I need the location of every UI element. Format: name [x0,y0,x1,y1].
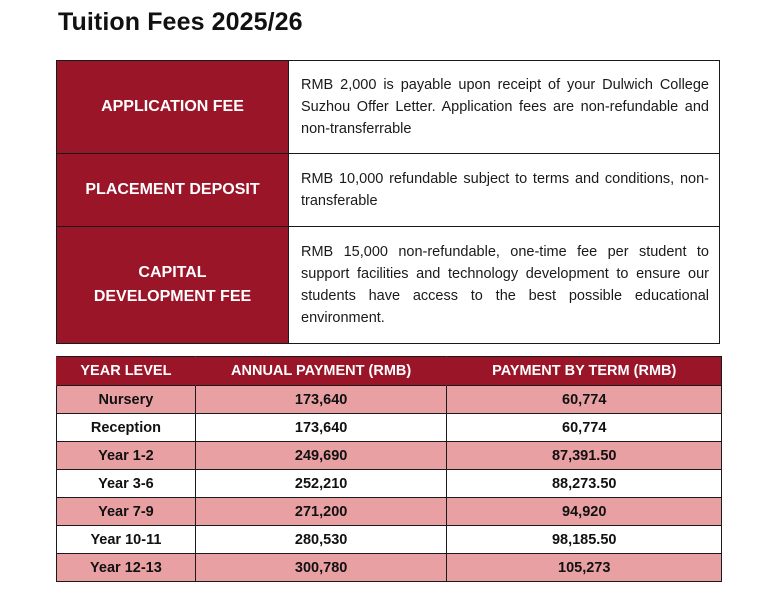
column-header-payment-by-term: PAYMENT BY TERM (RMB) [447,357,722,386]
tuition-table [56,356,722,582]
annual-payment-cell: 173,640 [195,386,447,414]
column-header-annual-payment: ANNUAL PAYMENT (RMB) [195,357,447,386]
year-level-cell: Year 12-13 [57,554,196,582]
fee-label: APPLICATION FEE [101,98,244,115]
table-row [57,554,722,582]
annual-payment-cell: 300,780 [195,554,447,582]
fee-row-placement [57,154,720,227]
year-level-cell: Nursery [57,386,196,414]
annual-payment-cell: 252,210 [195,470,447,498]
annual-payment-cell: 271,200 [195,498,447,526]
year-level-cell: Year 3-6 [57,470,196,498]
fee-row-application [57,61,720,154]
term-payment-cell: 105,273 [447,554,722,582]
year-level-cell: Year 10-11 [57,526,196,554]
table-row [57,442,722,470]
term-payment-cell: 60,774 [447,386,722,414]
term-payment-cell: 87,391.50 [447,442,722,470]
fee-description: RMB 10,000 refundable subject to terms and conditions, non-transferable [289,154,720,227]
term-payment-cell: 60,774 [447,414,722,442]
table-row [57,498,722,526]
fee-description: RMB 15,000 non-refundable, one-time fee per student to support facilities and technology development to ensure our students have access to the best possible educational environment. [289,227,720,344]
page-title: Tuition Fees 2025/26 [58,8,303,36]
fee-row-capital [57,227,720,344]
table-row [57,526,722,554]
annual-payment-cell: 280,530 [195,526,447,554]
fee-label: CAPITAL DEVELOPMENT FEE [93,264,252,305]
year-level-cell: Year 7-9 [57,498,196,526]
fees-table [56,60,720,344]
table-header-row [57,357,722,386]
year-level-cell: Reception [57,414,196,442]
fee-label-cell [57,61,289,154]
term-payment-cell: 88,273.50 [447,470,722,498]
term-payment-cell: 94,920 [447,498,722,526]
fee-label: PLACEMENT DEPOSIT [85,181,260,198]
fee-label-cell [57,154,289,227]
annual-payment-cell: 173,640 [195,414,447,442]
term-payment-cell: 98,185.50 [447,526,722,554]
table-row [57,386,722,414]
fee-description: RMB 2,000 is payable upon receipt of your Dulwich College Suzhou Offer Letter. Application fees are non-refundable and non-transferrable [289,61,720,154]
annual-payment-cell: 249,690 [195,442,447,470]
year-level-cell: Year 1-2 [57,442,196,470]
table-row [57,414,722,442]
table-row [57,470,722,498]
fee-label-cell [57,227,289,344]
column-header-year-level: YEAR LEVEL [57,357,196,386]
